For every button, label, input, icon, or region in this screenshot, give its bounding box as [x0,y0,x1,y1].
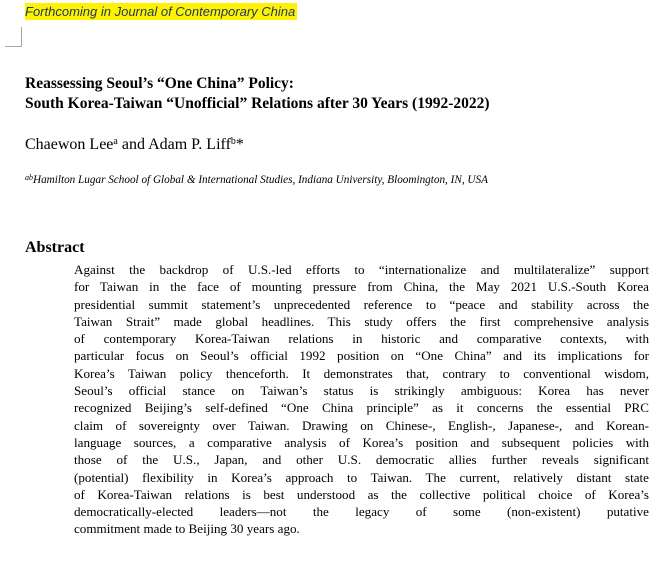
author-conjunction: and [117,136,149,153]
author-1-affiliation-mark: a [113,136,118,147]
paper-title [25,74,665,114]
abstract-line: presidential summit statement’s unprecedented reference to “peace and stability across the [74,296,649,312]
affiliation [25,173,488,188]
author-1-name: Chaewon Lee [25,136,114,153]
abstract-line: of Korea-Taiwan relations is best understood as the collective political choice of Korea’s [74,486,649,502]
abstract-line: (potential) flexibility in Korea’s approach to Taiwan. The current, relatively distant state [74,469,649,485]
abstract-line: language sources, a comparative analysis of Korea’s position and subsequent policies with [74,434,649,450]
page-corner-mark [5,27,22,47]
abstract-line: those of the U.S., Japan, and other U.S. democratic allies further reveals significant [74,452,649,468]
journal-note [25,3,297,20]
abstract-line: recognized Beijing’s self-defined “One China principle” as it concerns the essential PRC [74,400,649,416]
abstract-line: Seoul’s official stance on Taiwan’s status is strikingly ambiguous: Korea has never [74,383,649,399]
abstract-line: democratically-elected leaders—not the legacy of some (non-existent) putative [74,504,649,520]
journal-note-text: Forthcoming in Journal of Contemporary China [25,4,296,19]
abstract-line: Korea’s Taiwan policy thenceforth. It demonstrates that, contrary to conventional wisdom, [74,365,649,381]
author-2-affiliation-mark: b [230,136,236,147]
affiliation-text: Hamilton Lugar School of Global & International Studies, Indiana University, Bloomington, IN, USA [33,174,488,186]
affiliation-mark: ab [25,173,33,182]
abstract-line: for Taiwan in the face of mounting pressure from China, the May 2021 U.S.-South Korea [74,279,649,295]
abstract-line: Taiwan Strait” made global headlines. This study offers the first comprehensive analysis [74,313,649,329]
author-2-name: Adam P. Liff [148,136,231,153]
abstract-heading: Abstract [25,239,85,256]
corresponding-author-mark: * [235,136,244,153]
abstract-line: of contemporary Korea-Taiwan relations in historic and comparative contexts, with [74,331,649,347]
abstract-line: particular focus on Seoul’s official 1992 position on “One China” and its implications for [74,348,649,364]
title-line-2: South Korea-Taiwan “Unofficial” Relations after 30 Years (1992-2022) [25,95,490,112]
abstract-line: claim of sovereignty over Taiwan. Drawing on Chinese-, English-, Japanese-, and Korean- [74,417,649,433]
author-list [25,134,244,156]
abstract-line: commitment made to Beijing 30 years ago. [74,521,300,537]
abstract-line: Against the backdrop of U.S.-led efforts to “internationalize and multilateralize” support [74,262,649,277]
title-line-1: Reassessing Seoul’s “One China” Policy: [25,75,294,92]
abstract-body [74,261,649,538]
